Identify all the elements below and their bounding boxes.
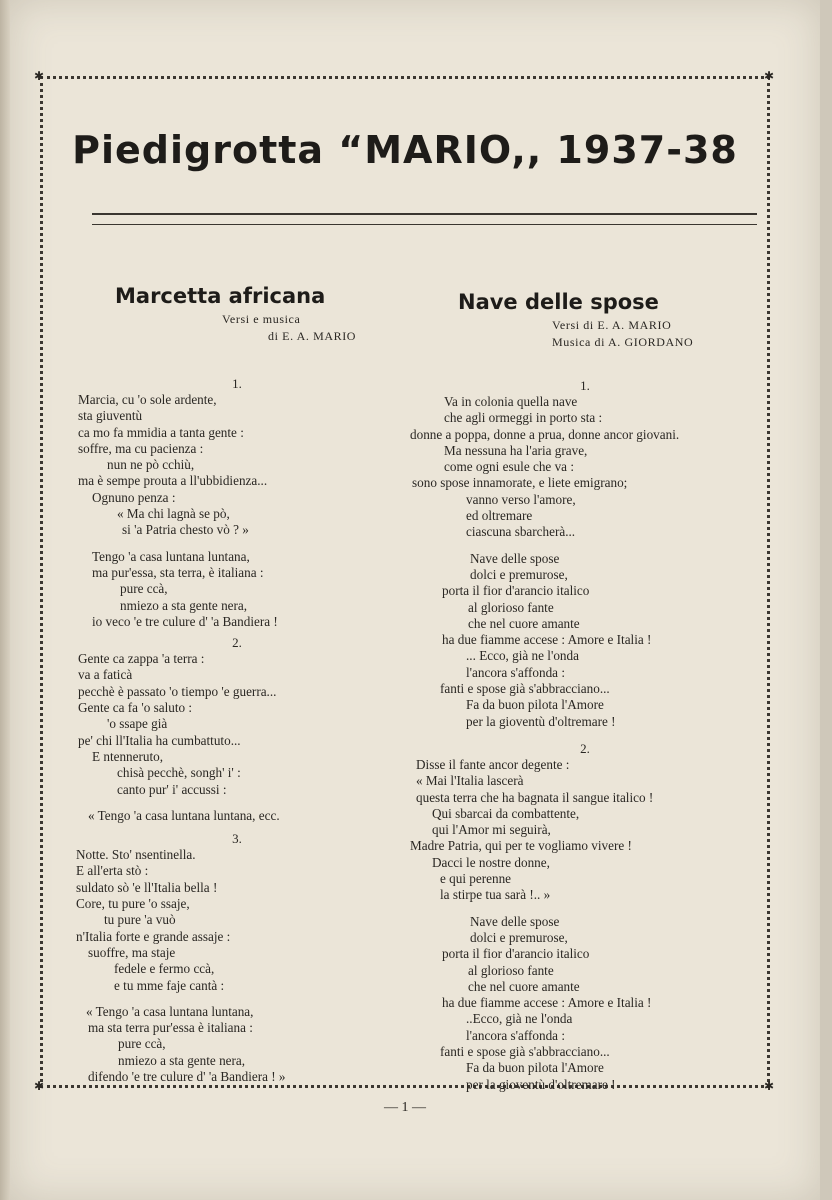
verse-line: Madre Patria, qui per te vogliamo vivere ! <box>410 838 632 854</box>
verse-line: pure ccà, <box>118 1036 166 1052</box>
verse-line: difendo 'e tre culure d' 'a Bandiera ! » <box>88 1068 286 1084</box>
verse-line: questa terra che ha bagnata il sangue italico ! <box>416 789 654 805</box>
verse-line: ma sta terra pur'essa è italiana : <box>88 1020 253 1036</box>
verse-line: Dacci le nostre donne, <box>432 854 550 870</box>
verse-line: sta giuventù <box>78 408 143 424</box>
verse-line: Notte. Sto' nsentinella. <box>76 847 196 863</box>
refrain-1 <box>410 551 760 730</box>
song-title: Marcetta africana <box>115 284 326 308</box>
verse-line: ca mo fa mmidia a tanta gente : <box>78 424 244 440</box>
verse-line: E ntenneruto, <box>92 748 164 764</box>
verse-line: chisà pecchè, songh' i' : <box>117 765 241 781</box>
star-ornament-icon: ✱ <box>764 69 775 83</box>
verse-line: Disse il fante ancor degente : <box>416 756 570 772</box>
verse-line: donne a poppa, donne a prua, donne ancor giovani. <box>410 426 680 442</box>
verse-line: fedele e fermo ccà, <box>114 961 215 977</box>
verse-line: che agli ormeggi in porto sta : <box>444 410 603 426</box>
verse-line: ha due fiamme accese : Amore e Italia ! <box>442 632 652 648</box>
verse-line: « Tengo 'a casa luntana luntana, <box>86 1003 254 1019</box>
verse-line: ... Ecco, già ne l'onda <box>466 648 579 664</box>
verse-line: che nel cuore amante <box>468 978 580 994</box>
verse-line: ..Ecco, già ne l'onda <box>466 1011 573 1027</box>
star-ornament-icon: ✱ <box>34 69 45 83</box>
verse-line: fanti e spose già s'abbracciano... <box>440 681 610 697</box>
verse-line: Core, tu pure 'o ssaje, <box>76 896 190 912</box>
verse-line: ha due fiamme accese : Amore e Italia ! <box>442 995 652 1011</box>
verse-line: per la gioventù d'oltremare ! <box>466 1076 616 1092</box>
credit-line: Versi e musica <box>222 312 301 326</box>
star-ornament-icon: ✱ <box>34 1079 45 1093</box>
song-marcetta-africana <box>72 284 402 1085</box>
verse-line: l'ancora s'affonda : <box>466 664 565 680</box>
verse-line: Qui sbarcai da combattente, <box>432 805 580 821</box>
verse-line: nmiezo a sta gente nera, <box>120 597 248 613</box>
verse-line: tu pure 'a vuò <box>104 912 176 928</box>
refrain-reference: « Tengo 'a casa luntana luntana, ecc. <box>88 807 280 823</box>
verse-line: Fa da buon pilota l'Amore <box>466 697 604 713</box>
verse-line: Gente ca fa 'o saluto : <box>78 700 193 716</box>
title-divider <box>92 213 757 225</box>
verse-line: per la gioventù d'oltremare ! <box>466 713 616 729</box>
verse-line: e qui perenne <box>440 871 512 887</box>
verse-line: io veco 'e tre culure d' 'a Bandiera ! <box>92 613 278 629</box>
verse-line: porta il fior d'arancio italico <box>442 946 590 962</box>
stanza-2 <box>410 757 760 904</box>
song-title: Nave delle spose <box>458 290 659 314</box>
verse-line: come ogni esule che va : <box>444 459 574 475</box>
verse-line: al glorioso fante <box>468 599 554 615</box>
verse-line: Va in colonia quella nave <box>444 394 578 409</box>
verse-line: che nel cuore amante <box>468 615 580 631</box>
verse-line: soffre, ma cu pacienza : <box>78 440 204 456</box>
verse-line: porta il fior d'arancio italico <box>442 583 590 599</box>
verse-line: Nave delle spose <box>470 913 560 929</box>
credit-line: di E. A. MARIO <box>268 329 357 343</box>
verse-line: Nave delle spose <box>470 550 560 566</box>
verse-line: suoffre, ma staje <box>88 944 176 960</box>
refrain-2 <box>410 914 760 1093</box>
stanza-number: 2. <box>232 635 242 651</box>
verse-line: dolci e premurose, <box>470 566 568 582</box>
stanza-number: 1. <box>580 378 590 393</box>
verse-line: ma pur'essa, sta terra, è italiana : <box>92 564 264 580</box>
stanza-3 <box>72 847 402 994</box>
verse-line: si 'a Patria chesto vò ? » <box>122 522 249 538</box>
verse-line: dolci e premurose, <box>470 929 568 945</box>
verse-line: « Mai l'Italia lascerà <box>416 773 524 789</box>
stanza-2 <box>72 651 402 798</box>
verse-line: Ma nessuna ha l'aria grave, <box>444 442 588 458</box>
verse-line: E all'erta stò : <box>76 863 149 879</box>
verse-line: suldato sò 'e ll'Italia bella ! <box>76 879 218 895</box>
stanza-number: 1. <box>232 376 242 391</box>
refrain-3 <box>72 1004 402 1085</box>
verse-line: 'o ssape già <box>107 716 168 732</box>
credit-line: Versi di E. A. MARIO <box>552 318 672 332</box>
verse-line: va a faticà <box>78 667 133 683</box>
verse-line: « Ma chi lagnà se pò, <box>117 506 230 522</box>
stanza-number: 2. <box>580 740 590 756</box>
verse-line: ma è sempe prouta a ll'ubbidienza... <box>78 473 268 489</box>
stanza-1 <box>72 392 402 539</box>
verse-line: l'ancora s'affonda : <box>466 1027 565 1043</box>
verse-line: Gente ca zappa 'a terra : <box>78 651 205 667</box>
verse-line: pure ccà, <box>120 581 168 597</box>
verse-line: Tengo 'a casa luntana luntana, <box>92 548 250 564</box>
verse-line: nmiezo a sta gente nera, <box>118 1052 246 1068</box>
verse-line: vanno verso l'amore, <box>466 491 576 507</box>
verse-line: nun ne pò cchiù, <box>107 457 195 473</box>
verse-line: canto pur' i' accussi : <box>117 781 227 797</box>
verse-line: Fa da buon pilota l'Amore <box>466 1060 604 1076</box>
verse-line: la stirpe tua sarà !.. » <box>440 887 551 903</box>
star-ornament-icon: ✱ <box>764 1079 775 1093</box>
verse-line: ciascuna sbarcherà... <box>466 524 576 540</box>
song-nave-delle-spose <box>410 290 760 1093</box>
stanza-number: 3. <box>232 831 242 847</box>
refrain-1 <box>72 549 402 630</box>
verse-line: n'Italia forte e grande assaje : <box>76 928 231 944</box>
stanza-1 <box>410 394 760 541</box>
verse-line: sono spose innamorate, e liete emigrano; <box>412 475 628 491</box>
page-title: Piedigrotta “MARIO,, 1937-38 <box>72 128 738 172</box>
verse-line: qui l'Amor mi seguirà, <box>432 822 551 838</box>
credit-line: Musica di A. GIORDANO <box>552 335 694 349</box>
verse-line: fanti e spose già s'abbracciano... <box>440 1043 610 1059</box>
verse-line: pe' chi ll'Italia ha cumbattuto... <box>78 732 241 748</box>
verse-line: Ognuno penza : <box>92 489 176 505</box>
verse-line: pecchè è passato 'o tiempo 'e guerra... <box>78 683 277 699</box>
page-number: — 1 — <box>384 1100 426 1115</box>
verse-line: e tu mme faje cantà : <box>114 977 225 993</box>
verse-line: Marcia, cu 'o sole ardente, <box>78 392 217 407</box>
verse-line: al glorioso fante <box>468 962 554 978</box>
verse-line: ed oltremare <box>466 508 533 524</box>
